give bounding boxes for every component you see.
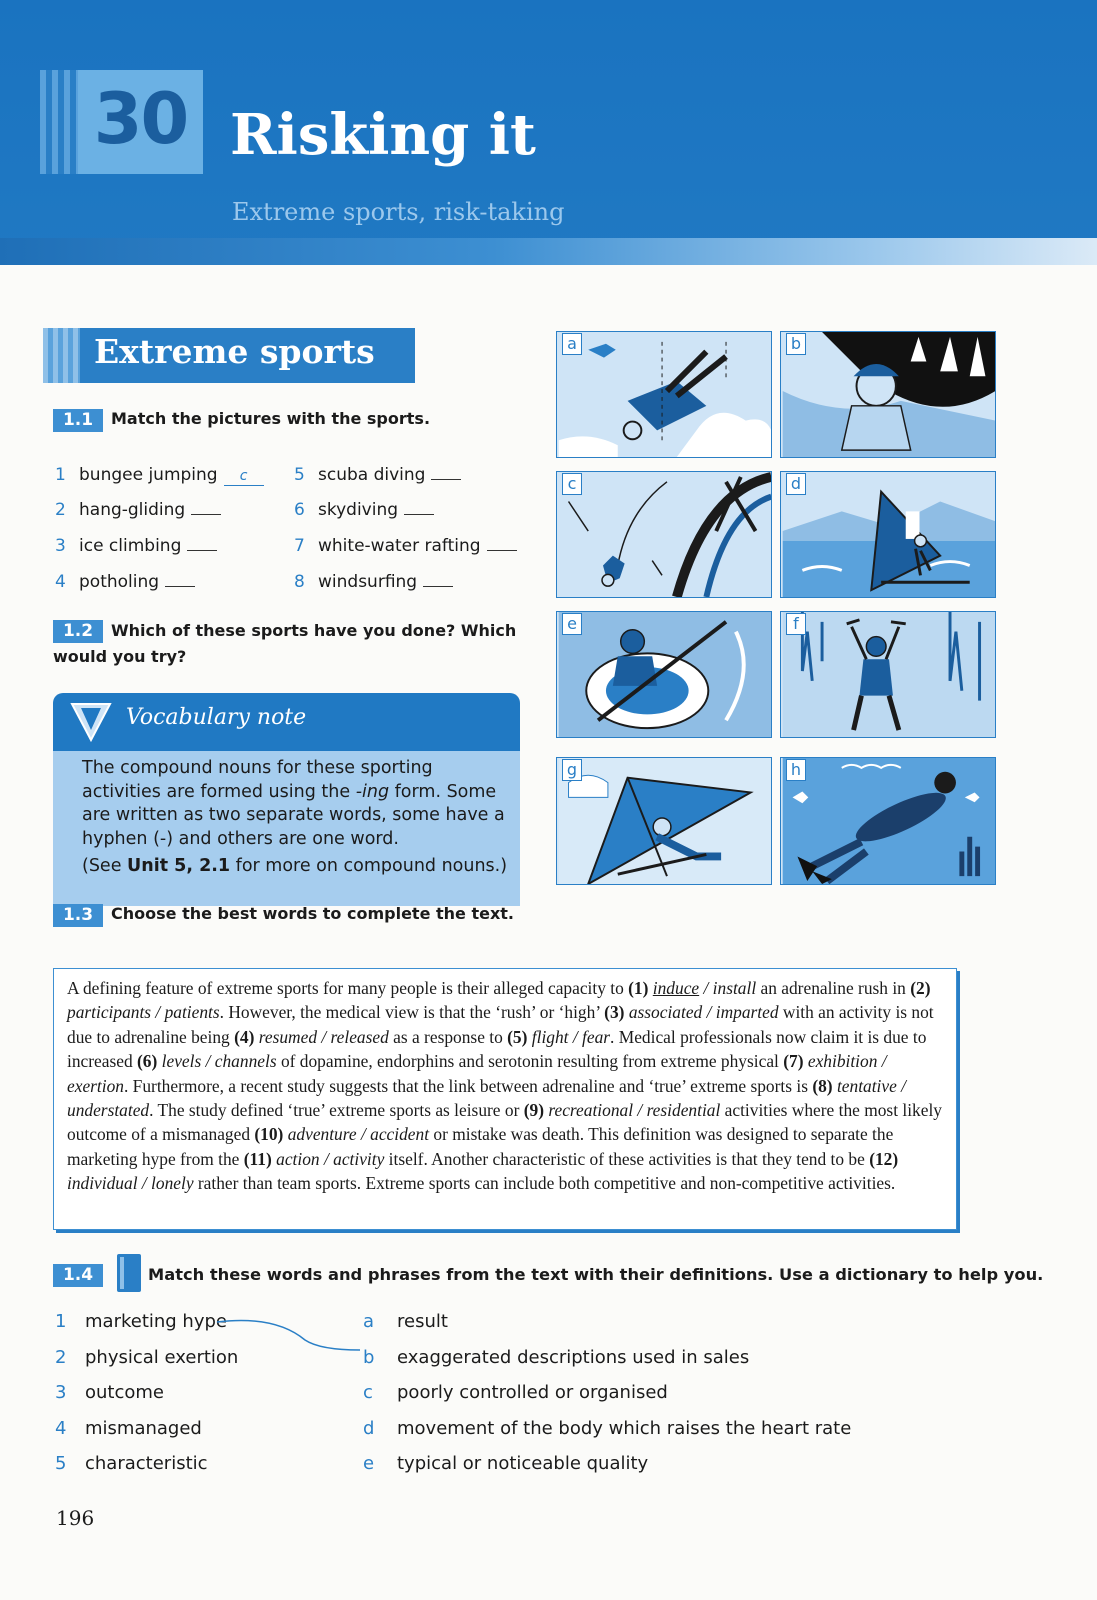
vocab-note-text [82, 757, 512, 851]
sport-item-8 [294, 570, 453, 594]
text-segment: with an activity is not due to adrenaline being [67, 1002, 934, 1047]
sport-item-2 [55, 498, 221, 522]
gap-number: (8) [812, 1075, 837, 1096]
definition-letter: a [363, 1311, 375, 1332]
gap-number: (4) [234, 1026, 259, 1047]
picture-letter: f [786, 613, 806, 635]
sport-name: windsurfing [318, 572, 418, 592]
definition-letter: b [363, 1347, 375, 1368]
word-options: action / activity [276, 1148, 385, 1169]
gap-number: (7) [783, 1051, 808, 1072]
sport-item-6 [294, 498, 434, 522]
exercise-tag-1-1: 1.1 [53, 409, 103, 432]
picture-letter: g [562, 759, 582, 781]
answer-blank[interactable] [404, 501, 434, 515]
picture-f [780, 611, 996, 738]
definition-item-d [363, 1417, 851, 1441]
sport-number: 5 [294, 465, 305, 485]
exercise-tag-1-3: 1.3 [53, 904, 103, 927]
gap-number: (6) [137, 1051, 162, 1072]
text-segment: . Medical professionals now claim it is due to increased [67, 1026, 927, 1072]
answer-blank[interactable] [487, 537, 517, 551]
definition-letter: d [363, 1418, 375, 1439]
word-options: levels / channels [161, 1051, 277, 1072]
gap-number: (10) [254, 1124, 288, 1145]
definition-letter: c [363, 1382, 373, 1403]
sport-item-3 [55, 534, 217, 558]
answer-blank[interactable] [423, 573, 453, 587]
term-number: 3 [55, 1382, 67, 1403]
vocab-ref-part: for more on compound nouns.) [230, 856, 508, 876]
page-number: 196 [56, 1506, 95, 1530]
word-options: resumed / released [258, 1026, 389, 1047]
sport-number: 6 [294, 500, 305, 520]
text-segment: or mistake was death. This definition was designed to separate the marketing hype from the [67, 1124, 894, 1169]
exercise-tag-1-2: 1.2 [53, 620, 103, 643]
hang-glider-icon [557, 758, 772, 884]
sport-name: potholing [79, 572, 160, 592]
term-text: physical exertion [85, 1347, 239, 1368]
term-text: marketing hype [85, 1311, 227, 1332]
sport-item-4 [55, 570, 195, 594]
raft-icon [557, 612, 772, 737]
unit-subtitle: Extreme sports, risk-taking [232, 198, 565, 226]
answer-blank[interactable] [191, 501, 221, 515]
ice-climber-icon [781, 612, 996, 737]
sport-number: 3 [55, 536, 66, 556]
word-options: / install [699, 978, 757, 998]
term-item-3 [55, 1381, 164, 1405]
potholer-icon [781, 332, 996, 457]
picture-a [556, 331, 772, 458]
windsurfer-icon [781, 472, 996, 597]
definition-item-b [363, 1346, 749, 1370]
definition-text: result [397, 1311, 448, 1332]
gap-number: (11) [243, 1148, 277, 1169]
sport-name: white-water rafting [318, 536, 481, 556]
term-item-2 [55, 1346, 238, 1370]
text-segment: . However, the medical view is that the ‘rush’ or ‘high’ [219, 1002, 605, 1023]
term-number: 2 [55, 1347, 67, 1368]
exercise-1-1-instruction: Match the pictures with the sports. [111, 409, 431, 428]
term-item-1 [55, 1310, 227, 1334]
vocabulary-v-icon [70, 700, 112, 742]
example-match-line [215, 1310, 365, 1360]
exercise-1-3-instruction: Choose the best words to complete the text. [111, 904, 515, 923]
term-text: mismanaged [85, 1418, 202, 1439]
vocab-note-title: Vocabulary note [126, 705, 307, 730]
picture-letter: e [562, 613, 582, 635]
picture-h [780, 757, 996, 885]
picture-g [556, 757, 772, 885]
text-segment: of dopamine, endorphins and serotonin resulting from extreme physical [276, 1051, 784, 1072]
sport-name: ice climbing [79, 536, 182, 556]
vocab-ref-unit: Unit 5, 2.1 [127, 856, 231, 876]
vocab-note-ing: -ing [355, 781, 390, 802]
scuba-diver-icon [781, 758, 996, 884]
gap-number: (3) [604, 1002, 629, 1023]
sport-item-1 [55, 463, 264, 487]
definition-item-e [363, 1452, 648, 1476]
text-segment: . The study defined ‘true’ extreme sports as leisure or [149, 1100, 524, 1121]
answer-blank[interactable] [187, 537, 217, 551]
answer-blank[interactable] [165, 573, 195, 587]
section-heading-bars [43, 328, 83, 383]
vocab-ref-part: (See [82, 856, 128, 876]
gap-number: (5) [507, 1026, 532, 1047]
sport-name: bungee jumping [79, 465, 218, 485]
term-number: 5 [55, 1453, 67, 1474]
word-options: associated / imparted [628, 1002, 779, 1023]
term-text: characteristic [85, 1453, 208, 1474]
exercise-1-2-instruction-line1: Which of these sports have you done? Which [111, 621, 517, 640]
selected-option: induce [652, 978, 700, 998]
gap-number: (1) [628, 978, 653, 998]
text-segment: A defining feature of extreme sports for many people is their alleged capacity to [67, 978, 629, 998]
definition-item-c [363, 1381, 668, 1405]
text-segment: an adrenaline rush in [756, 978, 911, 998]
text-segment: as a response to [388, 1026, 508, 1047]
exercise-tag-1-4: 1.4 [53, 1264, 103, 1287]
term-item-4 [55, 1417, 202, 1441]
exercise-1-3-text [53, 968, 957, 1230]
picture-letter: h [786, 759, 806, 781]
sport-number: 4 [55, 572, 66, 592]
sport-name: hang-gliding [79, 500, 186, 520]
text-segment: . Furthermore, a recent study suggests that the link between adrenaline and ‘true’ extreme sports is [123, 1075, 813, 1096]
exercise-1-2-instruction-line2: would you try? [53, 647, 187, 666]
term-number: 1 [55, 1311, 67, 1332]
answer-blank[interactable] [431, 466, 461, 480]
text-segment: rather than team sports. Extreme sports can include both competitive and non-competitive activities. [193, 1173, 896, 1194]
skydiver-icon [557, 332, 772, 457]
sport-item-5 [294, 463, 461, 487]
word-options: individual / lonely [67, 1173, 194, 1194]
definition-letter: e [363, 1453, 375, 1474]
definition-text: poorly controlled or organised [397, 1382, 668, 1403]
gap-number: (9) [523, 1100, 549, 1121]
sport-number: 2 [55, 500, 66, 520]
definition-text: exaggerated descriptions used in sales [397, 1347, 750, 1368]
vocab-note-reference [82, 856, 512, 876]
sport-number: 8 [294, 572, 305, 592]
word-options: recreational / residential [548, 1100, 721, 1121]
exercise-1-4-instruction: Match these words and phrases from the text with their definitions. Use a dictionary to help you. [148, 1265, 1044, 1284]
vocab-note-text-part: The compound nouns for these sporting activities are formed using the [82, 758, 433, 802]
term-text: outcome [85, 1382, 164, 1403]
picture-e [556, 611, 772, 738]
picture-b [780, 331, 996, 458]
gap-number: (12) [869, 1148, 899, 1169]
picture-letter: a [562, 333, 582, 355]
section-heading: Extreme sports [80, 328, 415, 383]
picture-letter: b [786, 333, 806, 355]
term-number: 4 [55, 1418, 67, 1439]
sport-name: skydiving [318, 500, 399, 520]
word-options: tentative / understated [67, 1075, 907, 1121]
word-options: flight / fear [531, 1026, 611, 1047]
picture-d [780, 471, 996, 598]
gap-number: (2) [910, 978, 931, 998]
word-options: participants / patients [67, 1002, 220, 1023]
answer-blank-filled[interactable]: c [224, 467, 264, 486]
unit-number: 30 [93, 78, 188, 160]
dictionary-icon [117, 1254, 141, 1292]
sport-number: 7 [294, 536, 305, 556]
picture-letter: c [562, 473, 582, 495]
picture-letter: d [786, 473, 806, 495]
word-options: adventure / accident [287, 1124, 430, 1145]
vocab-note-text-part: form. Some are written as two separate words, some have a hyphen (-) and others are one word. [82, 781, 505, 849]
definition-text: movement of the body which raises the heart rate [397, 1418, 852, 1439]
unit-title: Risking it [230, 102, 536, 168]
definition-item-a [363, 1310, 448, 1334]
sport-number: 1 [55, 465, 66, 485]
text-segment: itself. Another characteristic of these activities is that they tend to be [384, 1148, 870, 1169]
header-stripe [0, 238, 1097, 265]
word-options: exhibition / exertion [67, 1051, 887, 1096]
text-segment: activities where the most likely outcome of a mismanaged [67, 1100, 942, 1145]
definition-text: typical or noticeable quality [397, 1453, 649, 1474]
term-item-5 [55, 1452, 208, 1476]
sport-item-7 [294, 534, 517, 558]
sport-name: scuba diving [318, 465, 426, 485]
picture-c [556, 471, 772, 598]
bungee-jumper-icon [557, 472, 772, 597]
